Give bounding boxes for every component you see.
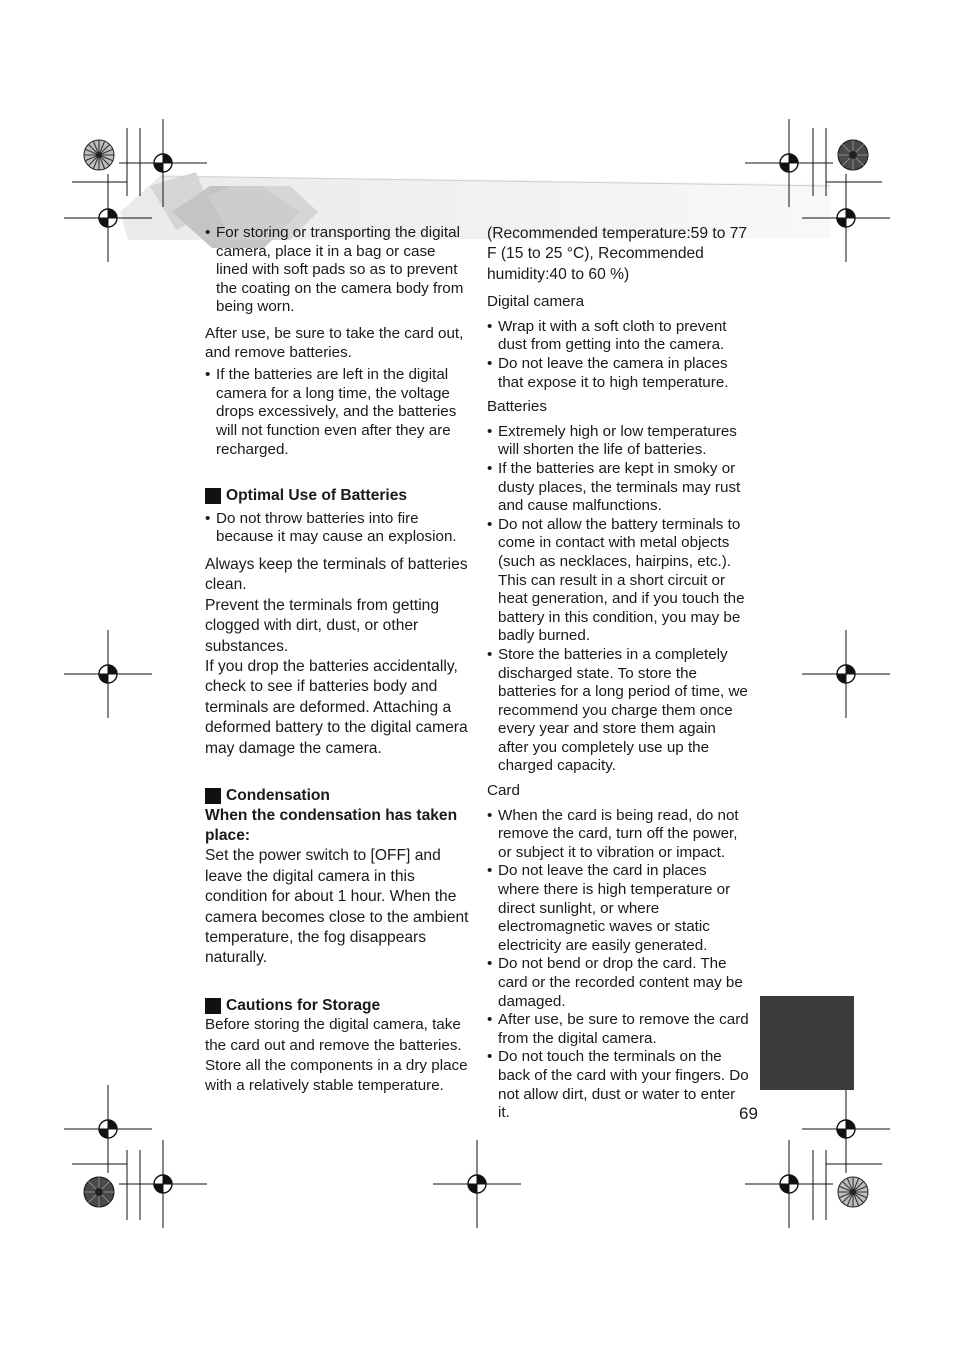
section-heading-optimal-use: Optimal Use of Batteries (205, 487, 470, 506)
section-heading-storage: Cautions for Storage (205, 997, 470, 1016)
list-item: • After use, be sure to remove the card from the digital camera. (487, 1011, 749, 1047)
left-column (205, 224, 470, 1096)
heading-square-icon (205, 788, 221, 804)
batteries-left-note: If the batteries are left in the digital camera for a long time, the voltage drops excessively, and the batteries will not function even after they are recharged. (216, 366, 457, 458)
list-item: • Do not throw batteries into fire because it may cause an explosion. (205, 510, 470, 547)
list-item: • Extremely high or low temperatures will shorten the life of batteries. (487, 422, 737, 459)
recommended-conditions: (Recommended temperature:59 to 77 F (15 to 25 °C), Recommended humidity:40 to 60 %) (487, 225, 748, 283)
list-item: • Store the batteries in a completely discharged state. To store the batteries for a long period of time, we recommend you charge them once every year and store them again after you completely use up the charged capacity. (487, 645, 748, 775)
section-tab-block (760, 996, 854, 1090)
batteries-heading: Batteries (487, 398, 547, 416)
list-item: • For storing or transporting the digital camera, place it in a bag or case lined with soft pads so as to prevent the coating on the camera body from being worn. (205, 224, 470, 317)
digital-camera-heading: Digital camera (487, 293, 585, 311)
heading-square-icon (205, 488, 221, 504)
list-item: • If the batteries are kept in smoky or dusty places, the terminals may rust and cause malfunctions. (487, 459, 741, 515)
condensation-text: Set the power switch to [OFF] and leave the digital camera in this condition for about 1 hour. When the camera becomes close to the ambient temperature, the fog disappears naturally. (205, 847, 469, 967)
prevent-clog-text: Prevent the terminals from getting clogged with dirt, dust, or other substances. (205, 596, 440, 655)
keep-clean-text: Always keep the terminals of batteries clean. (205, 555, 468, 594)
list-item: • Do not bend or drop the card. The card or the recorded content may be damaged. (487, 955, 743, 1010)
list-item: • Do not touch the terminals on the back of the card with your fingers. Do not allow dirt, dust or water to enter it. (487, 1048, 749, 1122)
list-item: • Do not leave the camera in places that expose it to high temperature. (487, 355, 729, 391)
fire-warning: Do not throw batteries into fire because it may cause an explosion. (216, 509, 457, 546)
list-item: • If the batteries are left in the digital camera for a long time, the voltage drops excessively, and the batteries will not function even after they are recharged. (205, 366, 470, 459)
list-item: • Wrap it with a soft cloth to prevent dust from getting into the camera. (487, 317, 727, 354)
storage-text-2: Store all the components in a dry place with a relatively stable temperature. (205, 1056, 468, 1095)
right-column (487, 224, 749, 1123)
list-item: • When the card is being read, do not remove the card, turn off the power, or subject it to vibration or impact. (487, 806, 739, 861)
storage-transport-note: For storing or transporting the digital camera, place it in a bag or case lined with soft pads so as to prevent the coating on the camera body from being worn. (216, 224, 464, 316)
section-heading-condensation: Condensation (205, 787, 470, 806)
page-number: 69 (739, 1104, 758, 1123)
after-use-text: After use, be sure to take the card out, and remove batteries. (205, 324, 464, 361)
heading-square-icon (205, 998, 221, 1014)
storage-text-1: Before storing the digital camera, take the card out and remove the batteries. (205, 1016, 462, 1054)
list-item: • Do not leave the card in places where there is high temperature or direct sunlight, or where electromagnetic waves or static electricity are easily generated. (487, 862, 731, 954)
list-item: • Do not allow the battery terminals to come in contact with metal objects (such as necklaces, hairpins, etc.). This can result in a short circuit or heat generation, and if you touch the battery in this condition, you may be badly burned. (487, 515, 745, 645)
card-heading: Card (487, 782, 520, 800)
drop-check-text: If you drop the batteries accidentally, check to see if batteries body and terminals are deformed. Attaching a deformed battery to the digital camera may damage the camera. (205, 657, 468, 757)
condensation-subheading: When the condensation has taken place: (205, 806, 458, 844)
